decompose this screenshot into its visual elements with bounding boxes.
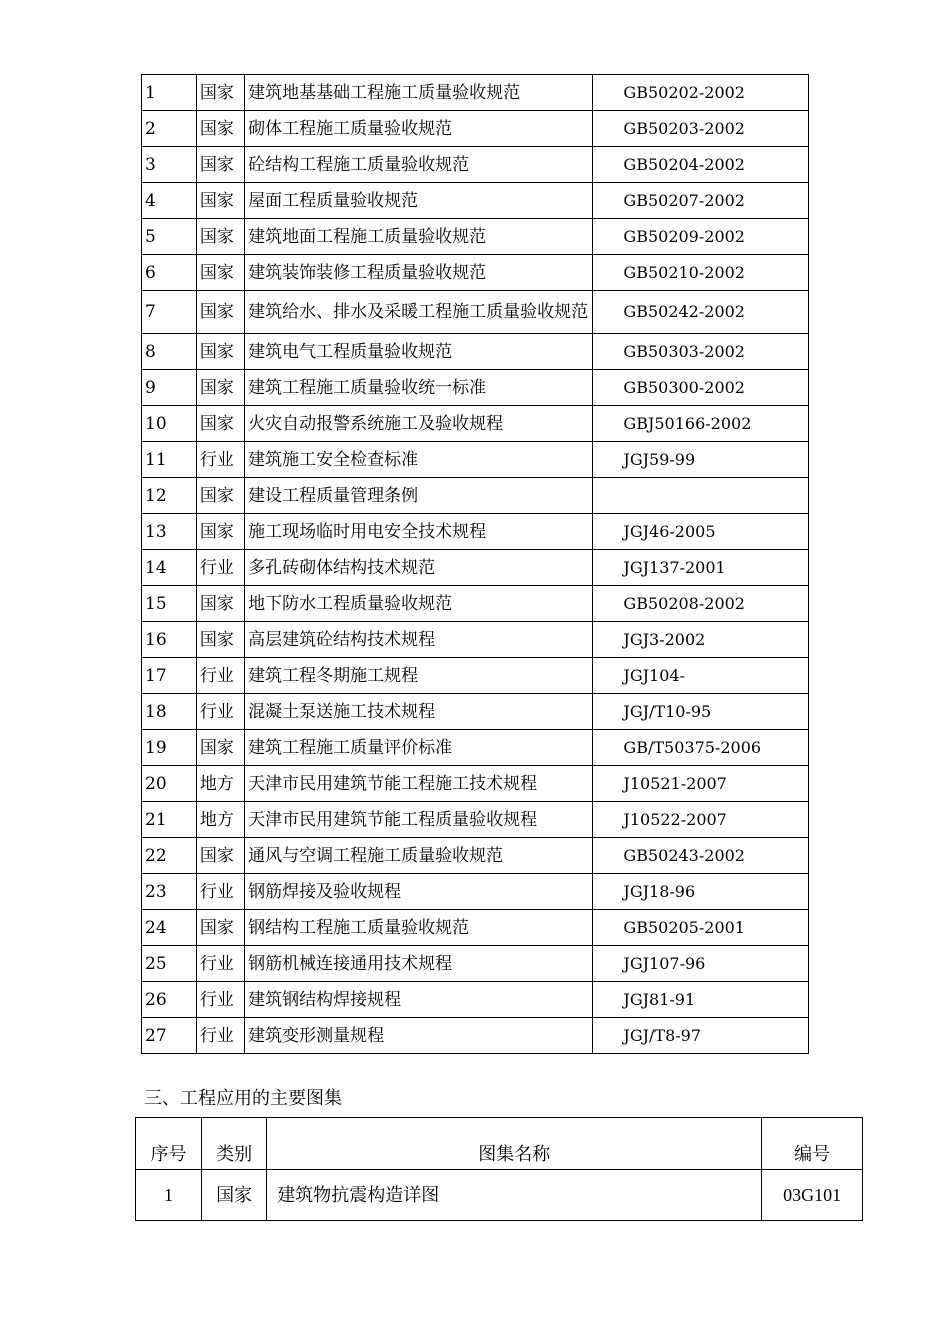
row-category: 国家: [196, 111, 244, 147]
standards-table-body: [142, 75, 809, 1054]
row-number: 10: [142, 406, 197, 442]
row-category: 国家: [196, 219, 244, 255]
row-category: 行业: [196, 1018, 244, 1054]
row-standard-code: JGJ46-2005: [593, 514, 809, 550]
table-row: [142, 910, 809, 946]
row-atlas-name: 建筑物抗震构造详图: [267, 1170, 762, 1221]
row-standard-name: 高层建筑砼结构技术规程: [245, 622, 593, 658]
row-number: 16: [142, 622, 197, 658]
row-standard-name: 建筑电气工程质量验收规范: [245, 334, 593, 370]
row-standard-code: JGJ107-96: [593, 946, 809, 982]
row-number: 21: [142, 802, 197, 838]
row-standard-code: GB50209-2002: [593, 219, 809, 255]
table-row: [142, 478, 809, 514]
row-number: 7: [142, 291, 197, 334]
row-standard-name: 建筑地面工程施工质量验收规范: [245, 219, 593, 255]
table-row: [142, 730, 809, 766]
table-row: [142, 255, 809, 291]
row-category: 国家: [196, 586, 244, 622]
row-standard-code: JGJ104-: [593, 658, 809, 694]
row-number: 25: [142, 946, 197, 982]
row-standard-code: [593, 478, 809, 514]
row-standard-name: 钢筋机械连接通用技术规程: [245, 946, 593, 982]
row-standard-code: GB50205-2001: [593, 910, 809, 946]
table-row: [142, 694, 809, 730]
table-row: [142, 802, 809, 838]
row-category: 行业: [196, 874, 244, 910]
row-standard-name: 建筑工程冬期施工规程: [245, 658, 593, 694]
row-standard-code: GB50208-2002: [593, 586, 809, 622]
table-row: [142, 550, 809, 586]
table-row: [142, 111, 809, 147]
row-number: 19: [142, 730, 197, 766]
row-standard-name: 火灾自动报警系统施工及验收规程: [245, 406, 593, 442]
row-category: 国家: [196, 514, 244, 550]
row-category: 行业: [196, 982, 244, 1018]
row-standard-code: GB50210-2002: [593, 255, 809, 291]
row-category: 国家: [196, 183, 244, 219]
table-row: [142, 586, 809, 622]
row-number: 5: [142, 219, 197, 255]
row-category: 地方: [196, 766, 244, 802]
row-number: 3: [142, 147, 197, 183]
row-category: 行业: [196, 442, 244, 478]
row-atlas-code: 03G101: [762, 1170, 863, 1221]
row-category: 国家: [196, 910, 244, 946]
row-standard-name: 天津市民用建筑节能工程施工技术规程: [245, 766, 593, 802]
row-category: 国家: [202, 1170, 267, 1221]
row-standard-code: JGJ81-91: [593, 982, 809, 1018]
row-number: 23: [142, 874, 197, 910]
row-number: 6: [142, 255, 197, 291]
row-standard-code: GB50300-2002: [593, 370, 809, 406]
row-standard-name: 建筑钢结构焊接规程: [245, 982, 593, 1018]
table-row: [142, 219, 809, 255]
row-standard-name: 建筑地基基础工程施工质量验收规范: [245, 75, 593, 111]
row-number: 27: [142, 1018, 197, 1054]
row-number: 20: [142, 766, 197, 802]
row-standard-name: 建筑装饰装修工程质量验收规范: [245, 255, 593, 291]
row-standard-name: 施工现场临时用电安全技术规程: [245, 514, 593, 550]
row-number: 12: [142, 478, 197, 514]
row-number: 26: [142, 982, 197, 1018]
row-standard-code: GB50243-2002: [593, 838, 809, 874]
row-standard-code: JGJ59-99: [593, 442, 809, 478]
row-category: 国家: [196, 370, 244, 406]
row-number: 13: [142, 514, 197, 550]
row-category: 国家: [196, 478, 244, 514]
table-row: [142, 334, 809, 370]
table-row: [142, 183, 809, 219]
row-standard-name: 天津市民用建筑节能工程质量验收规程: [245, 802, 593, 838]
table-row: [142, 622, 809, 658]
row-number: 17: [142, 658, 197, 694]
row-standard-name: 屋面工程质量验收规范: [245, 183, 593, 219]
row-standard-name: 建筑变形测量规程: [245, 1018, 593, 1054]
row-number: 4: [142, 183, 197, 219]
row-standard-name: 多孔砖砌体结构技术规范: [245, 550, 593, 586]
row-standard-code: JGJ/T8-97: [593, 1018, 809, 1054]
row-category: 国家: [196, 838, 244, 874]
row-number: 11: [142, 442, 197, 478]
row-category: 国家: [196, 147, 244, 183]
row-category: 行业: [196, 946, 244, 982]
row-standard-code: GB50207-2002: [593, 183, 809, 219]
table-row: [142, 946, 809, 982]
row-number: 22: [142, 838, 197, 874]
row-standard-code: J10522-2007: [593, 802, 809, 838]
table-row: [142, 370, 809, 406]
row-standard-name: 钢筋焊接及验收规程: [245, 874, 593, 910]
row-category: 国家: [196, 291, 244, 334]
row-standard-code: GB/T50375-2006: [593, 730, 809, 766]
row-category: 国家: [196, 730, 244, 766]
row-number: 2: [142, 111, 197, 147]
row-category: 国家: [196, 622, 244, 658]
row-number: 14: [142, 550, 197, 586]
row-standard-code: GB50203-2002: [593, 111, 809, 147]
table-row: [142, 658, 809, 694]
row-standard-code: JGJ18-96: [593, 874, 809, 910]
row-standard-code: GB50204-2002: [593, 147, 809, 183]
row-category: 行业: [196, 694, 244, 730]
table-row: [142, 291, 809, 334]
header-atlas-name: 图集名称: [267, 1118, 762, 1170]
row-standard-name: 钢结构工程施工质量验收规范: [245, 910, 593, 946]
table-row: [142, 766, 809, 802]
row-standard-name: 砌体工程施工质量验收规范: [245, 111, 593, 147]
section-heading: 三、工程应用的主要图集: [144, 1088, 342, 1109]
row-standard-code: GB50202-2002: [593, 75, 809, 111]
table-row: [142, 406, 809, 442]
row-category: 行业: [196, 550, 244, 586]
table-row: [142, 874, 809, 910]
header-number: 序号: [136, 1118, 202, 1170]
row-number: 1: [136, 1170, 202, 1221]
row-category: 国家: [196, 406, 244, 442]
row-standard-name: 建筑给水、排水及采暖工程施工质量验收规范: [245, 291, 593, 334]
table-row: [142, 147, 809, 183]
row-number: 24: [142, 910, 197, 946]
row-standard-code: JGJ137-2001: [593, 550, 809, 586]
row-standard-code: GB50242-2002: [593, 291, 809, 334]
table-row: [142, 838, 809, 874]
row-number: 1: [142, 75, 197, 111]
row-number: 15: [142, 586, 197, 622]
row-standard-code: JGJ3-2002: [593, 622, 809, 658]
row-standard-code: GBJ50166-2002: [593, 406, 809, 442]
row-standard-name: 砼结构工程施工质量验收规范: [245, 147, 593, 183]
row-standard-name: 通风与空调工程施工质量验收规范: [245, 838, 593, 874]
row-category: 地方: [196, 802, 244, 838]
table-row: [136, 1170, 863, 1221]
atlas-table: [135, 1117, 863, 1221]
row-standard-code: JGJ/T10-95: [593, 694, 809, 730]
table-header-row: [136, 1118, 863, 1170]
row-category: 国家: [196, 255, 244, 291]
row-standard-code: J10521-2007: [593, 766, 809, 802]
row-number: 9: [142, 370, 197, 406]
row-standard-code: GB50303-2002: [593, 334, 809, 370]
row-standard-name: 建设工程质量管理条例: [245, 478, 593, 514]
table-row: [142, 1018, 809, 1054]
table-row: [142, 442, 809, 478]
row-standard-name: 建筑工程施工质量评价标准: [245, 730, 593, 766]
table-row: [142, 75, 809, 111]
row-number: 8: [142, 334, 197, 370]
row-standard-name: 地下防水工程质量验收规范: [245, 586, 593, 622]
row-standard-name: 建筑施工安全检查标准: [245, 442, 593, 478]
row-number: 18: [142, 694, 197, 730]
header-category: 类别: [202, 1118, 267, 1170]
row-category: 国家: [196, 75, 244, 111]
header-code: 编号: [762, 1118, 863, 1170]
table-row: [142, 514, 809, 550]
standards-table: [141, 74, 809, 1054]
row-standard-name: 建筑工程施工质量验收统一标准: [245, 370, 593, 406]
row-standard-name: 混凝土泵送施工技术规程: [245, 694, 593, 730]
row-category: 国家: [196, 334, 244, 370]
table-row: [142, 982, 809, 1018]
row-category: 行业: [196, 658, 244, 694]
